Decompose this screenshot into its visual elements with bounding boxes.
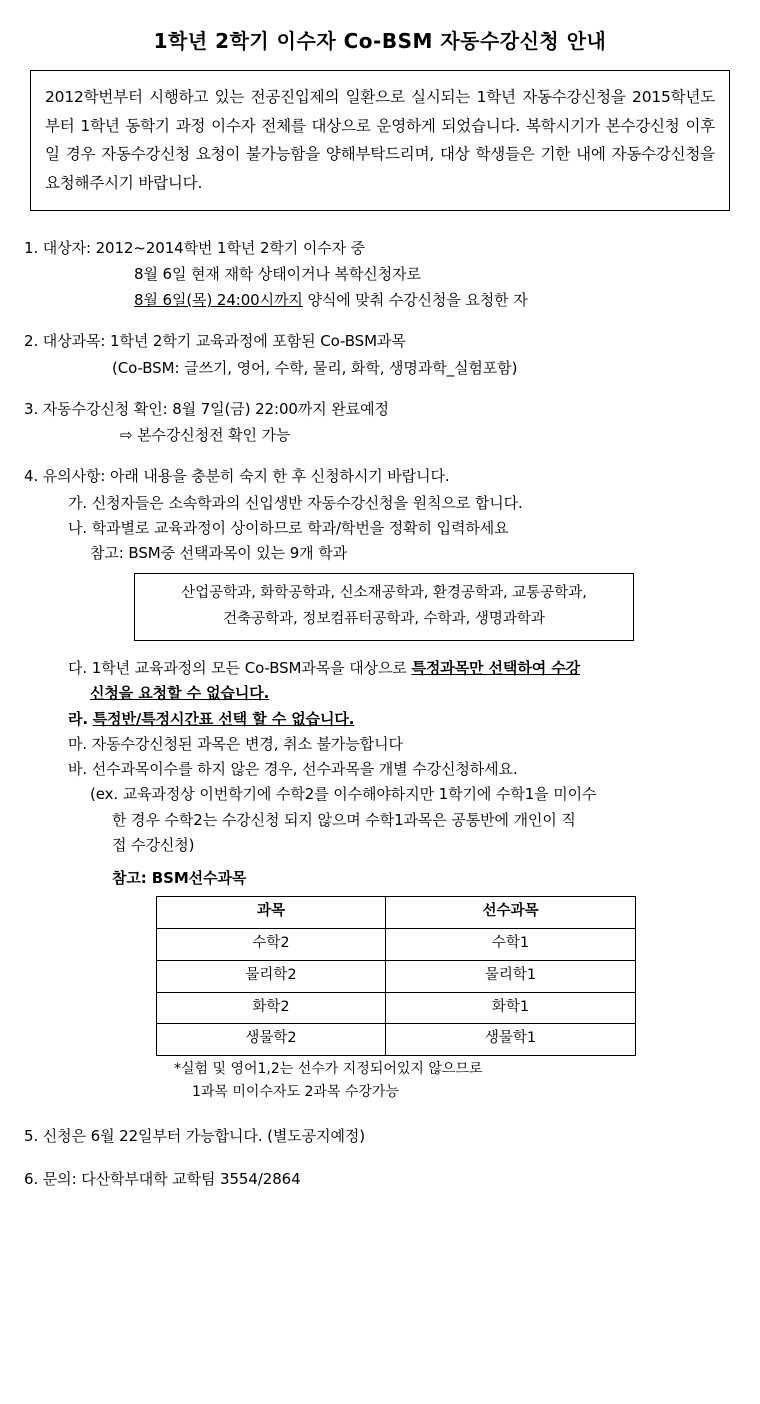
note-item-ra <box>24 708 736 731</box>
item-4-text: 아래 내용을 충분히 숙지 한 후 신청하시기 바랍니다. <box>109 467 450 486</box>
table-cell-course: 생물학2 <box>157 1024 386 1056</box>
item-6-number: 6. <box>24 1170 39 1189</box>
item-1-sub-line-2 <box>24 289 736 312</box>
item-3-text: 8월 7일(금) 22:00까지 완료예정 <box>172 399 389 418</box>
table-cell-prereq: 화학1 <box>386 992 636 1024</box>
item-4-line <box>24 465 736 488</box>
note-item-ba <box>24 758 736 781</box>
page-title: 1학년 2학기 이수자 Co-BSM 자동수강신청 안내 <box>153 29 607 53</box>
item-6-label: 문의: <box>42 1170 77 1189</box>
section-confirmation <box>24 398 736 448</box>
note-item-da-pre: 1학년 교육과정의 모든 Co-BSM과목을 대상으로 <box>91 659 412 678</box>
prerequisite-table <box>156 896 636 1056</box>
item-2-line <box>24 330 736 353</box>
item-1-label: 대상자: <box>42 238 91 257</box>
note-item-na <box>24 517 736 540</box>
table-cell-course: 물리학2 <box>157 960 386 992</box>
deadline-tail: 양식에 맞춰 수강신청을 요청한 자 <box>302 291 528 310</box>
notice-box: 2012학번부터 시행하고 있는 전공진입제의 일환으로 실시되는 1학년 자동수강신청을 2015학년도부터 1학년 동학기 과정 이수자 전체를 대상으로 운영하게 되었습니다. 복학시기가 본수강신청 이후일 경우 자동수강신청 요청이 불가능함을 양해부탁드리며, 대상 학생들은 기한 내에 자동수강신청을 요청해주시기 바랍니다. <box>30 70 730 211</box>
note-item-da-line2 <box>24 682 736 705</box>
section-target-students <box>24 237 736 313</box>
note-reference: 참고: BSM중 선택과목이 있는 9개 학과 <box>90 544 347 563</box>
section-notes <box>24 465 736 1103</box>
example-line-1: (ex. 교육과정상 이번학기에 수학2를 이수해야하지만 1학기에 수학1을 미이수 <box>90 785 597 804</box>
example-line-3: 접 수강신청) <box>112 835 195 854</box>
item-6-line <box>24 1168 736 1191</box>
table-row <box>157 1024 636 1056</box>
note-item-ra-emph: 특정반/특정시간표 선택 할 수 없습니다. <box>92 709 355 728</box>
table-header-prereq: 선수과목 <box>386 897 636 929</box>
note-item-da <box>24 657 736 680</box>
item-5-text: 신청은 6월 22일부터 가능합니다. (별도공지예정) <box>42 1126 365 1145</box>
item-5-line <box>24 1125 736 1148</box>
table-header-row <box>157 897 636 929</box>
item-3-number: 3. <box>24 399 39 418</box>
item-3-sub-line-1: ⇨ 본수강신청전 확인 가능 <box>120 426 291 445</box>
note-item-ma-mark: 마. <box>68 734 88 753</box>
table-cell-prereq: 생물학1 <box>386 1024 636 1056</box>
note-item-ra-mark: 라. <box>68 709 88 728</box>
note-item-na-mark: 나. <box>68 518 88 537</box>
note-item-ma-text: 자동수강신청된 과목은 변경, 취소 불가능합니다 <box>91 734 403 753</box>
deadline-text: 8월 6일(목) 24:00시까지 <box>134 291 303 310</box>
notes-sub-list-b <box>24 657 736 890</box>
table-row <box>157 960 636 992</box>
note-item-ga-text: 신청자들은 소속학과의 신입생반 자동수강신청을 원칙으로 합니다. <box>91 493 523 512</box>
table-cell-prereq: 물리학1 <box>386 960 636 992</box>
item-1-text: 2012~2014학번 1학년 2학기 이수자 중 <box>95 238 366 257</box>
item-2-text: 1학년 2학기 교육과정에 포함된 Co-BSM과목 <box>109 332 406 351</box>
note-item-na-text: 학과별로 교육과정이 상이하므로 학과/학번을 정확히 입력하세요 <box>91 518 509 537</box>
table-cell-course: 화학2 <box>157 992 386 1024</box>
note-item-ba-mark: 바. <box>68 760 88 779</box>
note-item-ma <box>24 733 736 756</box>
department-list-line-2: 건축공학과, 정보컴퓨터공학과, 수학과, 생명과학과 <box>223 610 545 627</box>
item-1-number: 1. <box>24 238 39 257</box>
note-item-da-emph2: 신청을 요청할 수 없습니다. <box>90 684 270 703</box>
note-item-ga-mark: 가. <box>68 493 88 512</box>
table-header-course: 과목 <box>157 897 386 929</box>
prereq-table-title: 참고: BSM선수과목 <box>112 869 247 888</box>
item-5-number: 5. <box>24 1126 39 1145</box>
table-row <box>157 992 636 1024</box>
table-cell-course: 수학2 <box>157 929 386 961</box>
note-item-ga <box>24 492 736 515</box>
item-2-number: 2. <box>24 332 39 351</box>
note-item-da-mark: 다. <box>68 659 88 678</box>
table-row <box>157 929 636 961</box>
table-notes <box>174 1058 736 1103</box>
item-1-sub-line-1: 8월 6일 현재 재학 상태이거나 복학신청자로 <box>134 264 421 283</box>
department-list-line-1: 산업공학과, 화학공학과, 신소재공학과, 환경공학과, 교통공학과, <box>181 585 587 602</box>
item-3-label: 자동수강신청 확인: <box>42 399 168 418</box>
item-4-number: 4. <box>24 467 39 486</box>
item-6-text: 다산학부대학 교학팀 3554/2864 <box>81 1170 301 1189</box>
item-2-sub-line-1: (Co-BSM: 글쓰기, 영어, 수학, 물리, 화학, 생명과학_실험포함) <box>112 358 518 377</box>
section-target-courses <box>24 330 736 380</box>
item-3-line <box>24 398 736 421</box>
note-item-da-emph: 특정과목만 선택하여 수강 <box>411 659 581 678</box>
note-item-ba-text: 선수과목이수를 하지 않은 경우, 선수과목을 개별 수강신청하세요. <box>91 760 518 779</box>
table-note-line-2: 1과목 미이수자도 2과목 수강가능 <box>192 1083 399 1100</box>
example-line-2: 한 경우 수학2는 수강신청 되지 않으며 수학1과목은 공통반에 개인이 직 <box>112 810 576 829</box>
item-1-line <box>24 237 736 260</box>
department-list-box <box>134 573 634 641</box>
section-contact <box>24 1168 736 1191</box>
table-note-line-1: *실험 및 영어1,2는 선수가 지정되어있지 않으므로 <box>174 1061 483 1078</box>
notes-sub-list-a <box>24 492 736 566</box>
item-2-label: 대상과목: <box>42 332 106 351</box>
section-application-period <box>24 1125 736 1148</box>
item-4-label: 유의사항: <box>42 467 106 486</box>
table-cell-prereq: 수학1 <box>386 929 636 961</box>
